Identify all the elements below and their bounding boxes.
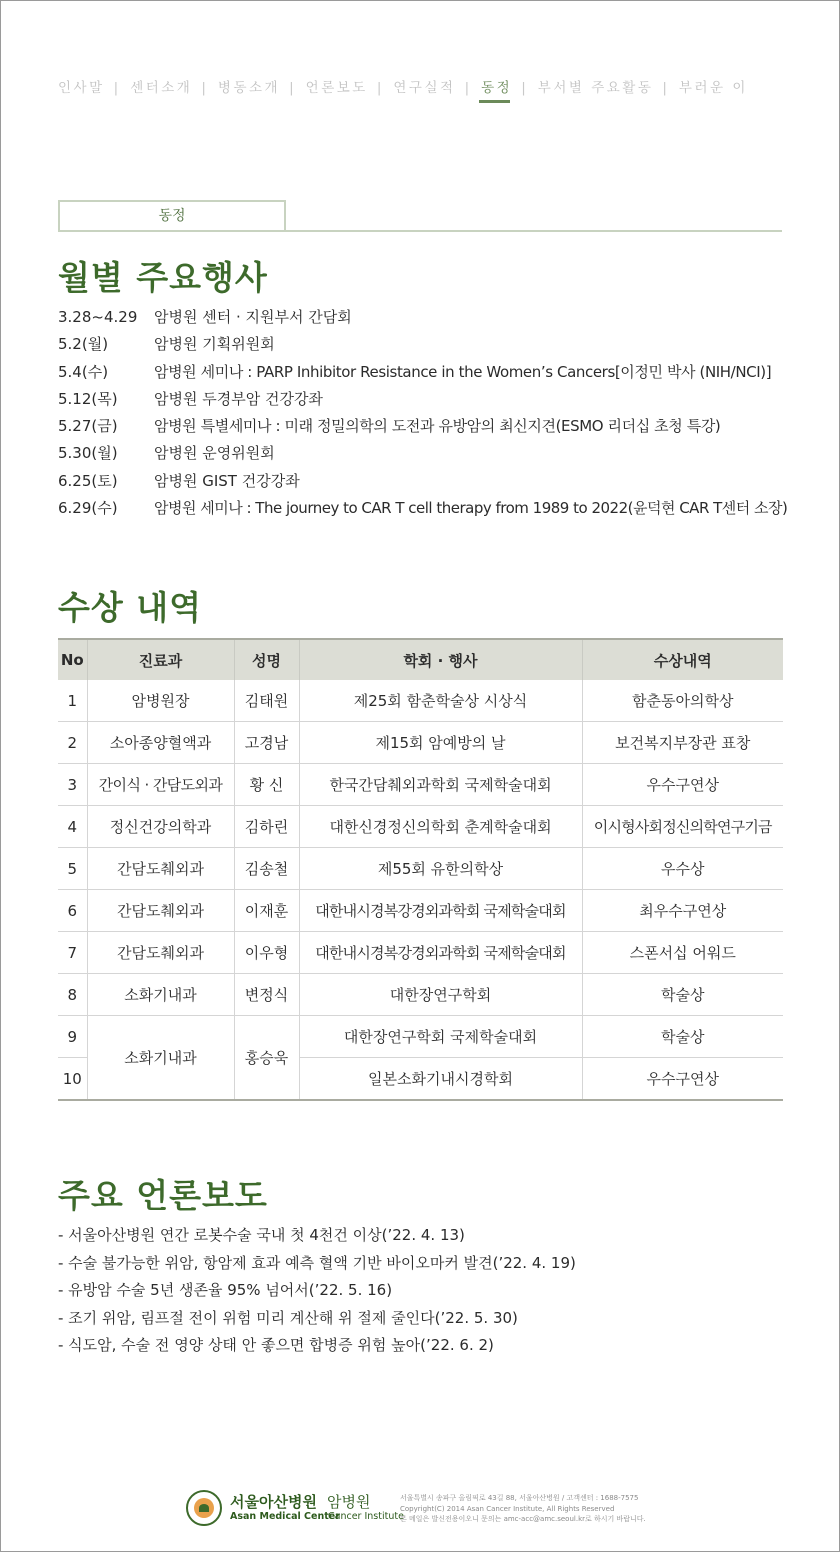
cell-award: 우수구연상 xyxy=(582,1058,783,1101)
cell-award: 최우수구연상 xyxy=(582,890,783,932)
nav-separator: | xyxy=(376,80,382,96)
cell-name: 홍승욱 xyxy=(234,1016,299,1101)
cell-no: 10 xyxy=(58,1058,87,1101)
event-item xyxy=(58,441,798,468)
cell-award: 이시형사회정신의학연구기금 xyxy=(582,806,783,848)
press-title: 주요 언론보도 xyxy=(58,1176,268,1215)
table-row xyxy=(58,764,783,806)
nav-item-dept-activities[interactable]: 부서별 주요활동 xyxy=(537,80,654,96)
event-date: 3.28~4.29 xyxy=(58,308,138,326)
cell-award: 스폰서십 어워드 xyxy=(582,932,783,974)
table-row xyxy=(58,974,783,1016)
table-row xyxy=(58,1016,783,1058)
event-item xyxy=(58,387,798,414)
event-item xyxy=(58,360,798,387)
cell-event: 대한내시경복강경외과학회 국제학술대회 xyxy=(299,932,582,974)
nav-item-greeting[interactable]: 인사말 xyxy=(58,80,105,96)
event-date: 5.27(금) xyxy=(58,417,118,436)
cell-dept: 소아종양혈액과 xyxy=(87,722,234,764)
nav-item-ward-intro[interactable]: 병동소개 xyxy=(217,80,281,96)
table-row xyxy=(58,890,783,932)
cell-event: 대한신경정신의학회 춘계학술대회 xyxy=(299,806,582,848)
event-item xyxy=(58,305,798,332)
nav-separator: | xyxy=(289,80,294,96)
event-item xyxy=(58,496,798,523)
cell-event: 제15회 암예방의 날 xyxy=(299,722,582,764)
nav-item-enviable-person[interactable]: 부러운 이 xyxy=(678,80,748,96)
cell-dept: 간담도췌외과 xyxy=(87,890,234,932)
nav-separator: | xyxy=(464,80,470,96)
table-row xyxy=(58,722,783,764)
cell-no: 6 xyxy=(58,890,87,932)
events-title: 월별 주요행사 xyxy=(58,258,268,297)
cell-dept: 정신건강의학과 xyxy=(87,806,234,848)
nav-separator: | xyxy=(113,80,119,96)
event-date: 6.25(토) xyxy=(58,471,118,490)
hospital-emblem-icon xyxy=(186,1490,222,1526)
event-desc: 암병원 두경부암 건강강좌 xyxy=(154,389,323,408)
press-item[interactable]: - 유방암 수술 5년 생존율 95% 넘어서(’22. 5. 16) xyxy=(58,1281,393,1299)
nav-item-press[interactable]: 언론보도 xyxy=(305,80,368,96)
cell-name: 황 신 xyxy=(234,764,299,806)
cell-name: 김태원 xyxy=(234,680,299,722)
cell-dept: 간담도췌외과 xyxy=(87,848,234,890)
cell-event: 한국간담췌외과학회 국제학술대회 xyxy=(299,764,582,806)
footer-notice: 본 메일은 발신전용이오니 문의는 amc-acc@amc.seoul.kr로 하시기 바랍니다. xyxy=(400,1515,646,1523)
press-item[interactable]: - 식도암, 수술 전 영양 상태 안 좋으면 합병증 위험 높아(’22. 6. 2) xyxy=(58,1336,494,1354)
cell-event: 일본소화기내시경학회 xyxy=(299,1058,582,1101)
footer-info xyxy=(400,1493,646,1525)
nav-item-research[interactable]: 연구실적 xyxy=(393,80,456,96)
event-desc: 암병원 세미나 : PARP Inhibitor Resistance in the Women’s Cancers[이정민 박사 (NIH/NCI)] xyxy=(154,362,772,381)
table-row xyxy=(58,848,783,890)
press-list xyxy=(58,1222,798,1360)
event-item xyxy=(58,414,798,441)
event-desc: 암병원 세미나 : The journey to CAR T cell therapy from 1989 to 2022(윤덕현 CAR T센터 소장) xyxy=(154,499,788,518)
table-row xyxy=(58,680,783,722)
event-date: 6.29(수) xyxy=(58,499,118,518)
event-desc: 암병원 특별세미나 : 미래 정밀의학의 도전과 유방암의 최신지견(ESMO 리더십 초청 특강) xyxy=(154,417,721,436)
cell-no: 9 xyxy=(58,1016,87,1058)
footer-copyright: Copyright(C) 2014 Asan Cancer Institute, All Rights Reserved xyxy=(400,1504,615,1513)
table-header-row xyxy=(58,639,783,680)
cell-name: 고경남 xyxy=(234,722,299,764)
press-item[interactable]: - 조기 위암, 림프절 전이 위험 미리 계산해 위 절제 줄인다(’22. 5. 30) xyxy=(58,1308,518,1327)
event-desc: 암병원 센터 · 지원부서 간담회 xyxy=(154,308,352,326)
cell-name: 이재훈 xyxy=(234,890,299,932)
table-row xyxy=(58,932,783,974)
section-tab xyxy=(58,200,782,232)
brand-name-en: Asan Medical Center xyxy=(230,1511,340,1522)
cell-dept: 암병원장 xyxy=(87,680,234,722)
header-award: 수상내역 xyxy=(582,639,783,680)
event-item xyxy=(58,469,798,496)
event-desc: 암병원 운영위원회 xyxy=(154,444,275,463)
events-list xyxy=(58,305,798,523)
cell-dept: 간담도췌외과 xyxy=(87,932,234,974)
awards-title: 수상 내역 xyxy=(58,588,203,627)
cell-name: 변정식 xyxy=(234,974,299,1016)
cell-award: 우수구연상 xyxy=(582,764,783,806)
cell-award: 학술상 xyxy=(582,1016,783,1058)
cell-no: 4 xyxy=(58,806,87,848)
brand-name-ko: 서울아산병원 xyxy=(230,1493,317,1511)
cell-no: 5 xyxy=(58,848,87,890)
cell-no: 8 xyxy=(58,974,87,1016)
cell-dept: 소화기내과 xyxy=(87,974,234,1016)
institute-name-en: Cancer Institute xyxy=(328,1511,404,1522)
nav-item-news[interactable]: 동정 xyxy=(481,76,512,103)
cell-event: 제55회 유한의학상 xyxy=(299,848,582,890)
header-no: No xyxy=(58,639,87,680)
cell-name: 김송철 xyxy=(234,848,299,890)
cell-award: 보건복지부장관 표창 xyxy=(582,722,783,764)
press-item[interactable]: - 서울아산병원 연간 로봇수술 국내 첫 4천건 이상(’22. 4. 13) xyxy=(58,1226,465,1244)
event-date: 5.2(월) xyxy=(58,335,109,354)
cell-event: 대한장연구학회 국제학술대회 xyxy=(299,1016,582,1058)
cell-award: 학술상 xyxy=(582,974,783,1016)
cell-dept: 간이식 · 간담도외과 xyxy=(87,764,234,806)
event-date: 5.12(목) xyxy=(58,389,118,408)
header-dept: 진료과 xyxy=(87,639,234,680)
cell-event: 대한내시경복강경외과학회 국제학술대회 xyxy=(299,890,582,932)
awards-table xyxy=(58,638,783,1101)
table-row xyxy=(58,806,783,848)
cell-dept: 소화기내과 xyxy=(87,1016,234,1101)
cell-event: 제25회 함춘학술상 시상식 xyxy=(299,680,582,722)
nav-separator: | xyxy=(662,80,667,96)
section-tab-label: 동정 xyxy=(58,200,286,230)
cell-no: 1 xyxy=(58,680,87,722)
institute-name-ko: 암병원 xyxy=(327,1493,371,1511)
cell-name: 김하린 xyxy=(234,806,299,848)
header-event: 학회 · 행사 xyxy=(299,639,582,680)
top-nav xyxy=(58,76,798,106)
press-item[interactable]: - 수술 불가능한 위암, 항암제 효과 예측 혈액 기반 바이오마커 발견(’22. 4. 19) xyxy=(58,1253,576,1272)
event-date: 5.4(수) xyxy=(58,362,109,381)
event-item xyxy=(58,332,798,359)
cell-award: 우수상 xyxy=(582,848,783,890)
cell-no: 2 xyxy=(58,722,87,764)
cell-award: 함춘동아의학상 xyxy=(582,680,783,722)
cell-no: 7 xyxy=(58,932,87,974)
cell-no: 3 xyxy=(58,764,87,806)
nav-separator: | xyxy=(521,80,526,96)
cell-name: 이우형 xyxy=(234,932,299,974)
footer xyxy=(186,1488,706,1528)
footer-address: 서울특별시 송파구 올림픽로 43길 88, 서울아산병원 / 고객센터 : 1688-7575 xyxy=(400,1494,639,1502)
nav-separator: | xyxy=(201,80,206,96)
header-name: 성명 xyxy=(234,639,299,680)
cell-event: 대한장연구학회 xyxy=(299,974,582,1016)
event-desc: 암병원 GIST 건강강좌 xyxy=(154,471,300,490)
event-date: 5.30(월) xyxy=(58,444,118,463)
nav-item-center-intro[interactable]: 센터소개 xyxy=(130,80,193,96)
event-desc: 암병원 기획위원회 xyxy=(154,335,275,354)
